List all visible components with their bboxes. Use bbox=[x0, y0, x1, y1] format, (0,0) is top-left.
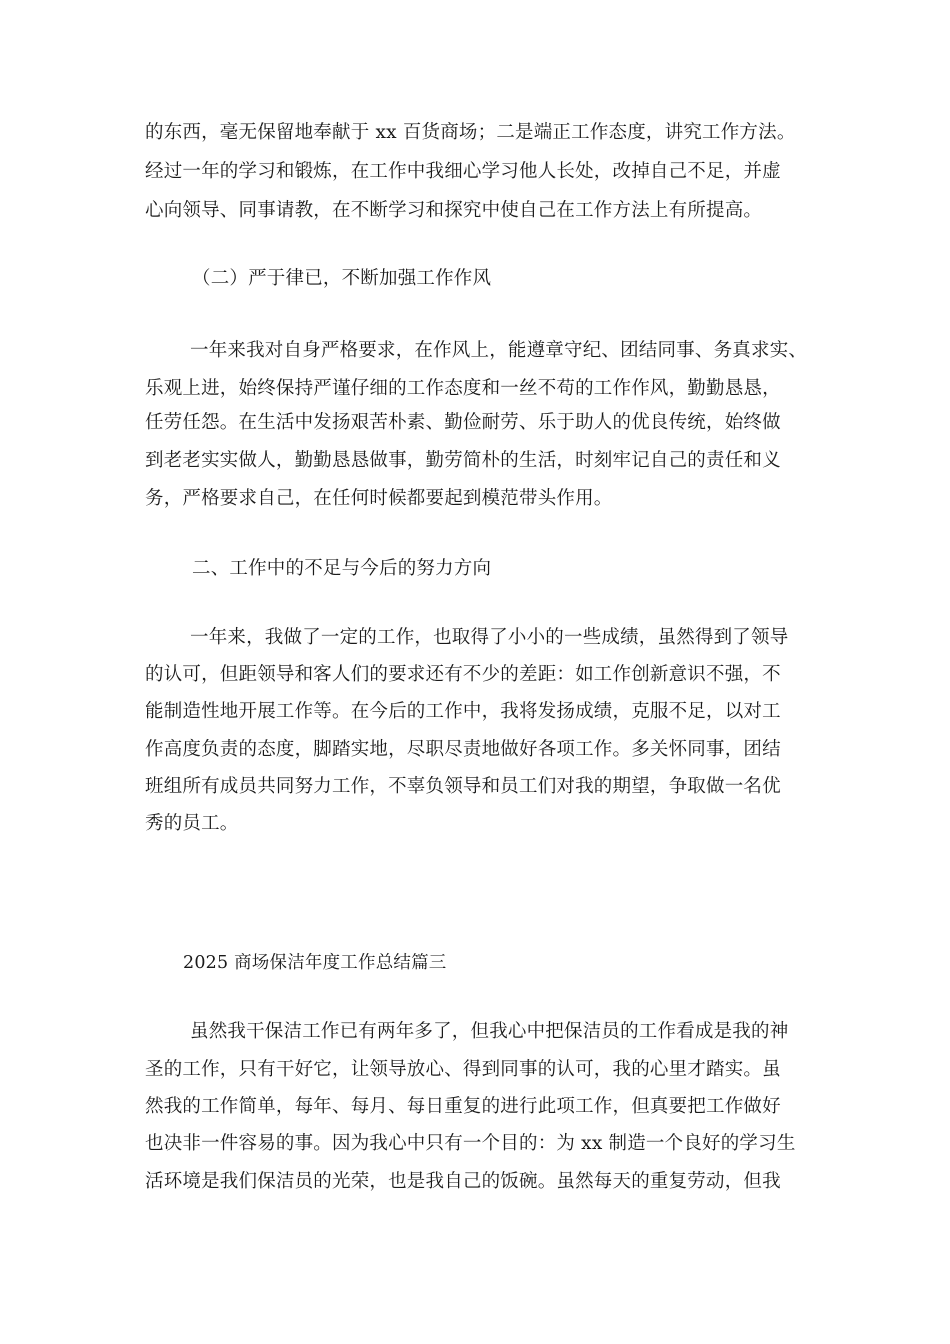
paragraph-line: 能制造性地开展工作等。在今后的工作中，我将发扬成绩，克服不足，以对工 bbox=[145, 701, 781, 722]
paragraph-line: 务，严格要求自己，在任何时候都要起到模范带头作用。 bbox=[145, 488, 613, 509]
paragraph-line: 虽然我干保洁工作已有两年多了，但我心中把保洁员的工作看成是我的神 bbox=[190, 1021, 789, 1042]
paragraph-line: 到老老实实做人，勤勤恳恳做事，勤劳简朴的生活，时刻牢记自己的责任和义 bbox=[145, 450, 781, 471]
paragraph-line: 也决非一件容易的事。因为我心中只有一个目的：为 xx 制造一个良好的学习生 bbox=[145, 1133, 796, 1154]
paragraph-line: 然我的工作简单，每年、每月、每日重复的进行此项工作，但真要把工作做好 bbox=[145, 1096, 781, 1117]
paragraph-line: 秀的员工。 bbox=[145, 813, 239, 834]
subsection-heading: （二）严于律已，不断加强工作作风 bbox=[192, 268, 492, 289]
paragraph-line: 活环境是我们保洁员的光荣，也是我自己的饭碗。虽然每天的重复劳动，但我 bbox=[145, 1171, 781, 1192]
paragraph-line: 的认可，但距领导和客人们的要求还有不少的差距：如工作创新意识不强，不 bbox=[145, 664, 781, 685]
paragraph-line: 乐观上进，始终保持严谨仔细的工作态度和一丝不苟的工作作风，勤勤恳恳， bbox=[145, 378, 781, 399]
section-heading: 二、工作中的不足与今后的努力方向 bbox=[192, 558, 492, 579]
paragraph-line: 的东西，毫无保留地奉献于 xx 百货商场；二是端正工作态度，讲究工作方法。 bbox=[145, 122, 796, 143]
paragraph-line: 圣的工作，只有干好它，让领导放心、得到同事的认可，我的心里才踏实。虽 bbox=[145, 1059, 781, 1080]
paragraph-line: 一年来，我做了一定的工作，也取得了小小的一些成绩，虽然得到了领导 bbox=[190, 627, 789, 648]
paragraph-line: 作高度负责的态度，脚踏实地，尽职尽责地做好各项工作。多关怀同事，团结 bbox=[145, 739, 781, 760]
paragraph-line: 一年来我对自身严格要求，在作风上，能遵章守纪、团结同事、务真求实、 bbox=[190, 340, 808, 361]
paragraph-line: 经过一年的学习和锻炼，在工作中我细心学习他人长处，改掉自己不足，并虚 bbox=[145, 161, 781, 182]
paragraph-line: 心向领导、同事请教，在不断学习和探究中使自己在工作方法上有所提高。 bbox=[145, 200, 763, 221]
paragraph-line: 班组所有成员共同努力工作，不辜负领导和员工们对我的期望，争取做一名优 bbox=[145, 776, 781, 797]
article-title: 2025 商场保洁年度工作总结篇三 bbox=[183, 953, 447, 973]
paragraph-line: 任劳任怨。在生活中发扬艰苦朴素、勤俭耐劳、乐于助人的优良传统，始终做 bbox=[145, 412, 781, 433]
